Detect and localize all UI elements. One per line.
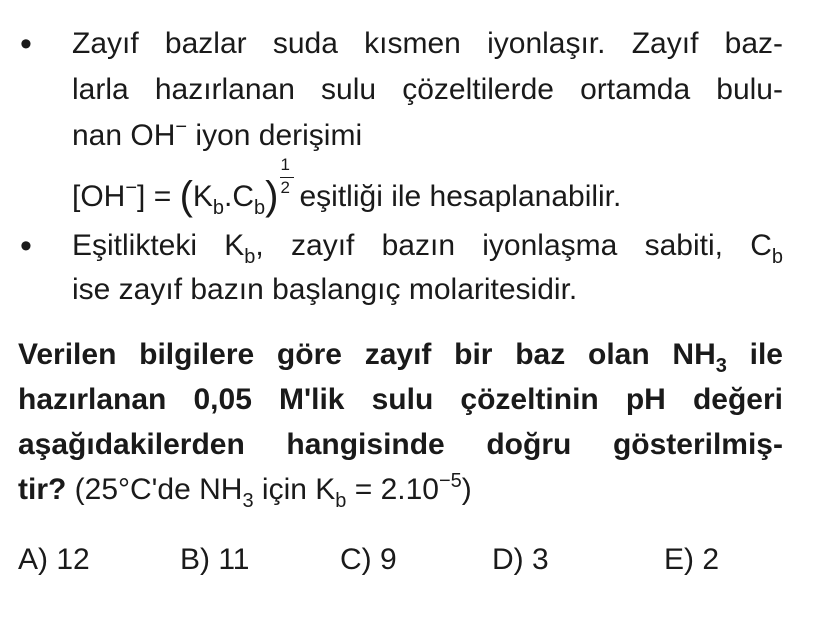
- question-line-1-b: ile: [726, 338, 783, 371]
- question-line-4: [18, 467, 783, 513]
- cb-subscript: b: [771, 246, 783, 268]
- formula-dot: .: [224, 180, 233, 213]
- formula-k: K: [192, 180, 213, 213]
- choice-a[interactable]: A) 12: [18, 543, 90, 576]
- choice-d[interactable]: D) 3: [492, 543, 549, 576]
- question-line-1-a: Verilen bilgilere göre zayıf bir baz olan NH: [18, 338, 716, 371]
- kb-subscript: b: [244, 246, 256, 268]
- bullet-2-line-1: [72, 224, 783, 268]
- question-line-1: [18, 332, 783, 378]
- bullet-1-line-2: larla hazırlanan sulu çözeltilerde ortamda bulu-: [72, 73, 783, 106]
- choice-e[interactable]: E) 2: [664, 543, 720, 576]
- bullet-1-line-3: [72, 114, 362, 158]
- question-line-4-b: için K: [253, 473, 336, 506]
- formula-paren-open: (: [179, 174, 193, 218]
- formula-lhs-charge: −: [125, 177, 138, 199]
- nh3-subscript: 3: [715, 355, 727, 377]
- question-line-2: hazırlanan 0,05 M'lik sulu çözeltinin pH değeri: [18, 383, 783, 416]
- exponent-denominator: 2: [280, 178, 290, 197]
- formula-paren-close: ): [265, 174, 279, 218]
- bullet-marker: •: [20, 227, 32, 265]
- bullet-2-line-1-a: Eşitlikteki K: [72, 229, 245, 262]
- formula-lhs-close: ] =: [137, 180, 180, 213]
- bullet-marker: •: [20, 25, 32, 63]
- question-line-4-c: = 2.10: [346, 473, 439, 506]
- equilibrium-formula: [72, 155, 622, 219]
- exponent-numerator: 1: [280, 155, 290, 174]
- formula-c: C: [232, 180, 255, 213]
- formula-tail: eşitliği ile hesaplanabilir.: [299, 180, 622, 213]
- nh3-subscript-2: 3: [242, 490, 254, 512]
- question-line-3: aşağıdakilerden hangisinde doğru gösterilmiş-: [18, 428, 783, 461]
- kb-subscript-2: b: [335, 490, 347, 512]
- bullet-2-line-2: ise zayıf bazın başlangıç molaritesidir.: [72, 273, 578, 306]
- formula-lhs-open: [OH: [72, 180, 126, 213]
- question-line-4-d: ): [461, 473, 472, 506]
- question-line-4-a: (25°C'de NH: [66, 473, 243, 506]
- bullet-1-line-3-rest: iyon derişimi: [187, 119, 363, 152]
- formula-exponent: [280, 155, 294, 202]
- bullet-1-line-3-text: nan OH: [72, 119, 176, 152]
- hydroxide-charge: −: [175, 116, 188, 138]
- choice-c[interactable]: C) 9: [340, 543, 397, 576]
- exponent-superscript: −5: [438, 470, 462, 492]
- bullet-1-line-1: Zayıf bazlar suda kısmen iyonlaşır. Zayıf baz-: [72, 27, 783, 60]
- bullet-2-line-1-b: , zayıf bazın iyonlaşma sabiti, C: [255, 229, 772, 262]
- question-line-4-bold: tir?: [18, 473, 67, 506]
- choice-b[interactable]: B) 11: [180, 543, 250, 576]
- formula-c-subscript: b: [254, 197, 266, 219]
- formula-k-subscript: b: [212, 197, 225, 219]
